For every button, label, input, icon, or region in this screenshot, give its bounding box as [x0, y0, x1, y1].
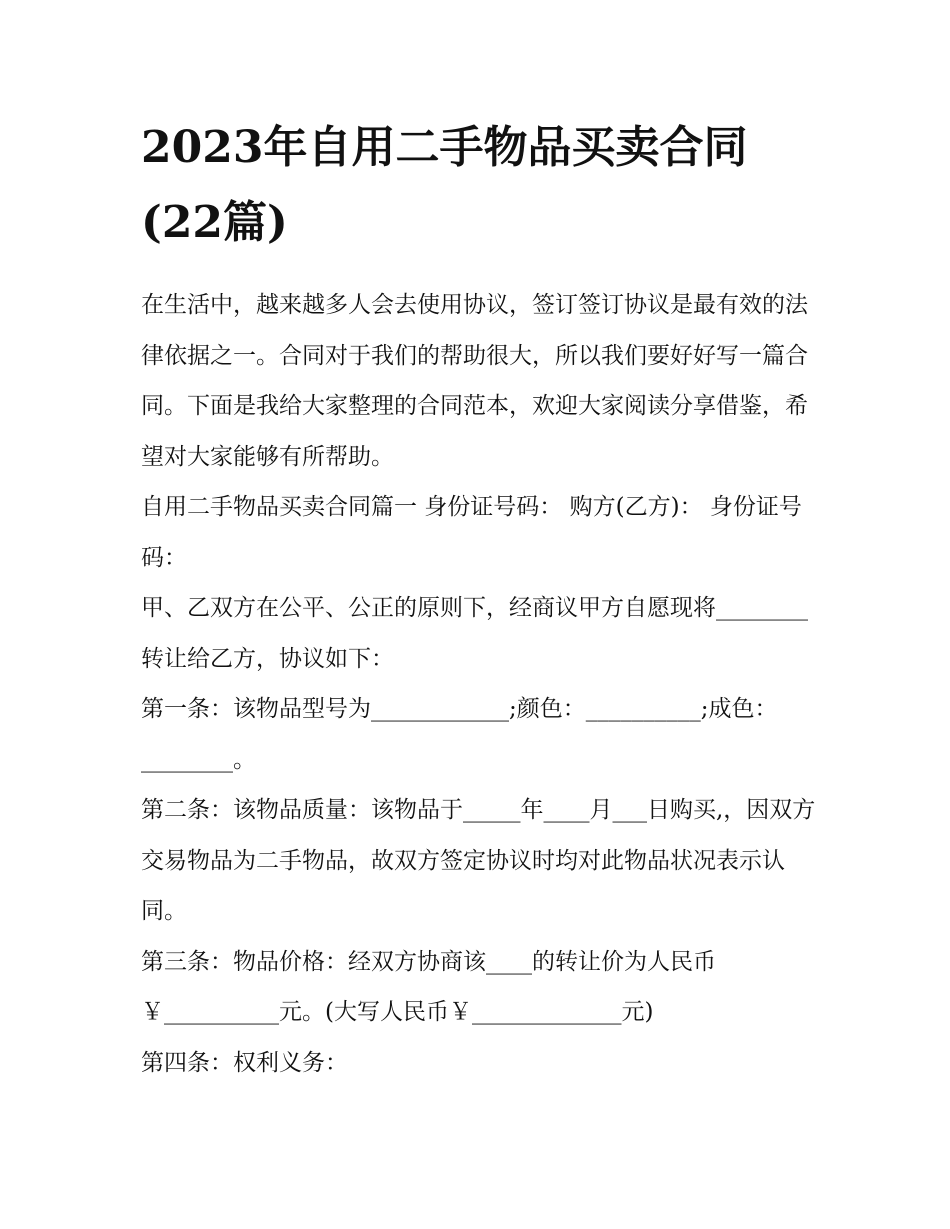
title-line-2: (22篇): [141, 197, 288, 248]
intro-paragraph: 在生活中，越来越多人会去使用协议，签订签订协议是最有效的法律依据之一。合同对于我们的帮助很大，所以我们要好好写一篇合同。下面是我给大家整理的合同范本，欢迎大家阅读分享借鉴，希望对大家能够有所帮助。: [141, 292, 808, 470]
article-2-paragraph: 第二条：该物品质量：该物品于_____年____月___日购买,，因双方交易物品为二手物品，故双方签定协议时均对此物品状况表示认同。: [141, 797, 816, 924]
article-1-paragraph: 第一条：该物品型号为____________;颜色：__________;成色：________。: [141, 696, 778, 773]
document-title: [141, 110, 821, 260]
article-4-paragraph: 第四条：权利义务：: [141, 1049, 348, 1076]
article-3-paragraph: 第三条：物品价格：经双方协商该____的转让价为人民币￥__________元。(大写人民币￥_____________元): [141, 948, 716, 1025]
document-body: [141, 280, 821, 1088]
title-line-1: 2023年自用二手物品买卖合同: [141, 122, 748, 173]
agreement-paragraph: 甲、乙双方在公平、公正的原则下，经商议甲方自愿现将________转让给乙方，协议如下：: [141, 595, 808, 672]
document-page: [141, 110, 821, 1088]
party-info-paragraph: 自用二手物品买卖合同篇一 身份证号码： 购方(乙方)： 身份证号码：: [141, 494, 802, 571]
